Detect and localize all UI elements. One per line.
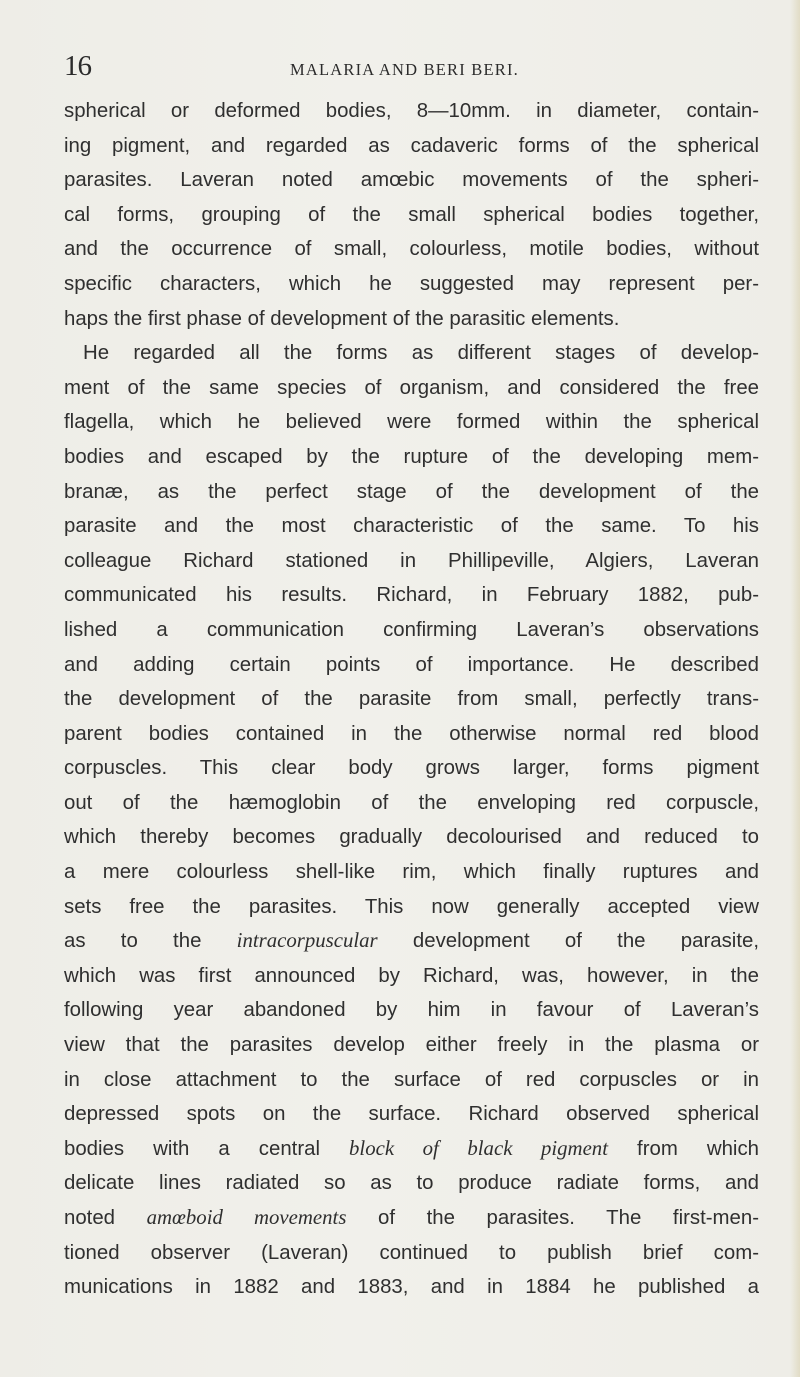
text-line: corpuscles. This clear body grows larger, forms pigment	[64, 757, 759, 780]
text-line: haps the first phase of development of the parasitic elements.	[64, 307, 620, 330]
text-line: following year abandoned by him in favour of Laveran’s	[64, 999, 759, 1022]
text-line: parasite and the most characteristic of the same. To his	[64, 515, 759, 538]
text-line: parasites. Laveran noted amœbic movements of the spheri-	[64, 169, 759, 192]
running-head	[64, 50, 764, 90]
page-edge-shadow	[790, 0, 800, 1377]
text-line: and adding certain points of importance. He described	[64, 653, 759, 676]
text-line: He regarded all the forms as different stages of develop-	[83, 342, 759, 365]
text-line: specific characters, which he suggested may represent per-	[64, 272, 759, 295]
text-line: colleague Richard stationed in Phillipeville, Algiers, Laveran	[64, 549, 759, 572]
text-line: delicate lines radiated so as to produce radiate forms, and	[64, 1172, 759, 1195]
line-segment: bodies with a central	[64, 1137, 350, 1160]
text-line: ment of the same species of organism, and considered the free	[64, 376, 759, 399]
text-line: in close attachment to the surface of red corpuscles or in	[64, 1068, 759, 1091]
text-line: depressed spots on the surface. Richard observed spherical	[64, 1103, 759, 1126]
running-title: MALARIA AND BERI BERI.	[290, 60, 519, 79]
text-line: spherical or deformed bodies, 8—10mm. in diameter, contain-	[64, 100, 759, 122]
text-line: parent bodies contained in the otherwise normal red blood	[64, 722, 759, 745]
text-line: communicated his results. Richard, in February 1882, pub-	[64, 584, 759, 607]
text-line: flagella, which he believed were formed within the spherical	[64, 411, 759, 434]
text-line: a mere colourless shell-like rim, which finally ruptures and	[64, 861, 759, 884]
line-segment: development of the parasite,	[377, 930, 759, 953]
text-line	[64, 1201, 759, 1236]
text-line: view that the parasites develop either freely in the plasma or	[64, 1034, 759, 1057]
italic-phrase: amœboid movements	[146, 1206, 347, 1229]
text-line: ing pigment, and regarded as cadaveric forms of the spherical	[64, 134, 759, 157]
text-line: which thereby becomes gradually decolourised and reduced to	[64, 826, 759, 849]
text-line: branæ, as the perfect stage of the development of the	[64, 480, 759, 503]
text-line	[64, 924, 759, 959]
text-line: which was first announced by Richard, was, however, in the	[64, 964, 759, 987]
italic-phrase: block of black pigment	[349, 1136, 608, 1160]
text-line: tioned observer (Laveran) continued to publish brief com-	[64, 1241, 759, 1264]
page-number: 16	[64, 50, 91, 82]
line-segment: as to the	[64, 930, 237, 953]
text-line: cal forms, grouping of the small spherical bodies together,	[64, 203, 759, 226]
text-line: the development of the parasite from small, perfectly trans-	[64, 688, 759, 711]
line-segment: noted	[64, 1207, 147, 1229]
italic-phrase: intracorpuscular	[236, 929, 378, 953]
text-line: out of the hæmoglobin of the enveloping red corpuscle,	[64, 791, 759, 814]
text-line: sets free the parasites. This now generally accepted view	[64, 895, 759, 918]
text-line: bodies and escaped by the rupture of the developing mem-	[64, 445, 759, 468]
line-segment: of the parasites. The first-men-	[346, 1207, 759, 1229]
text-line: and the occurrence of small, colourless, motile bodies, without	[64, 238, 759, 261]
line-segment: from which	[608, 1137, 759, 1160]
text-line	[64, 1132, 759, 1167]
body-text	[64, 94, 759, 1305]
text-line: munications in 1882 and 1883, and in 1884 he published a	[64, 1276, 759, 1299]
text-line: lished a communication confirming Laveran’s observations	[64, 618, 759, 641]
